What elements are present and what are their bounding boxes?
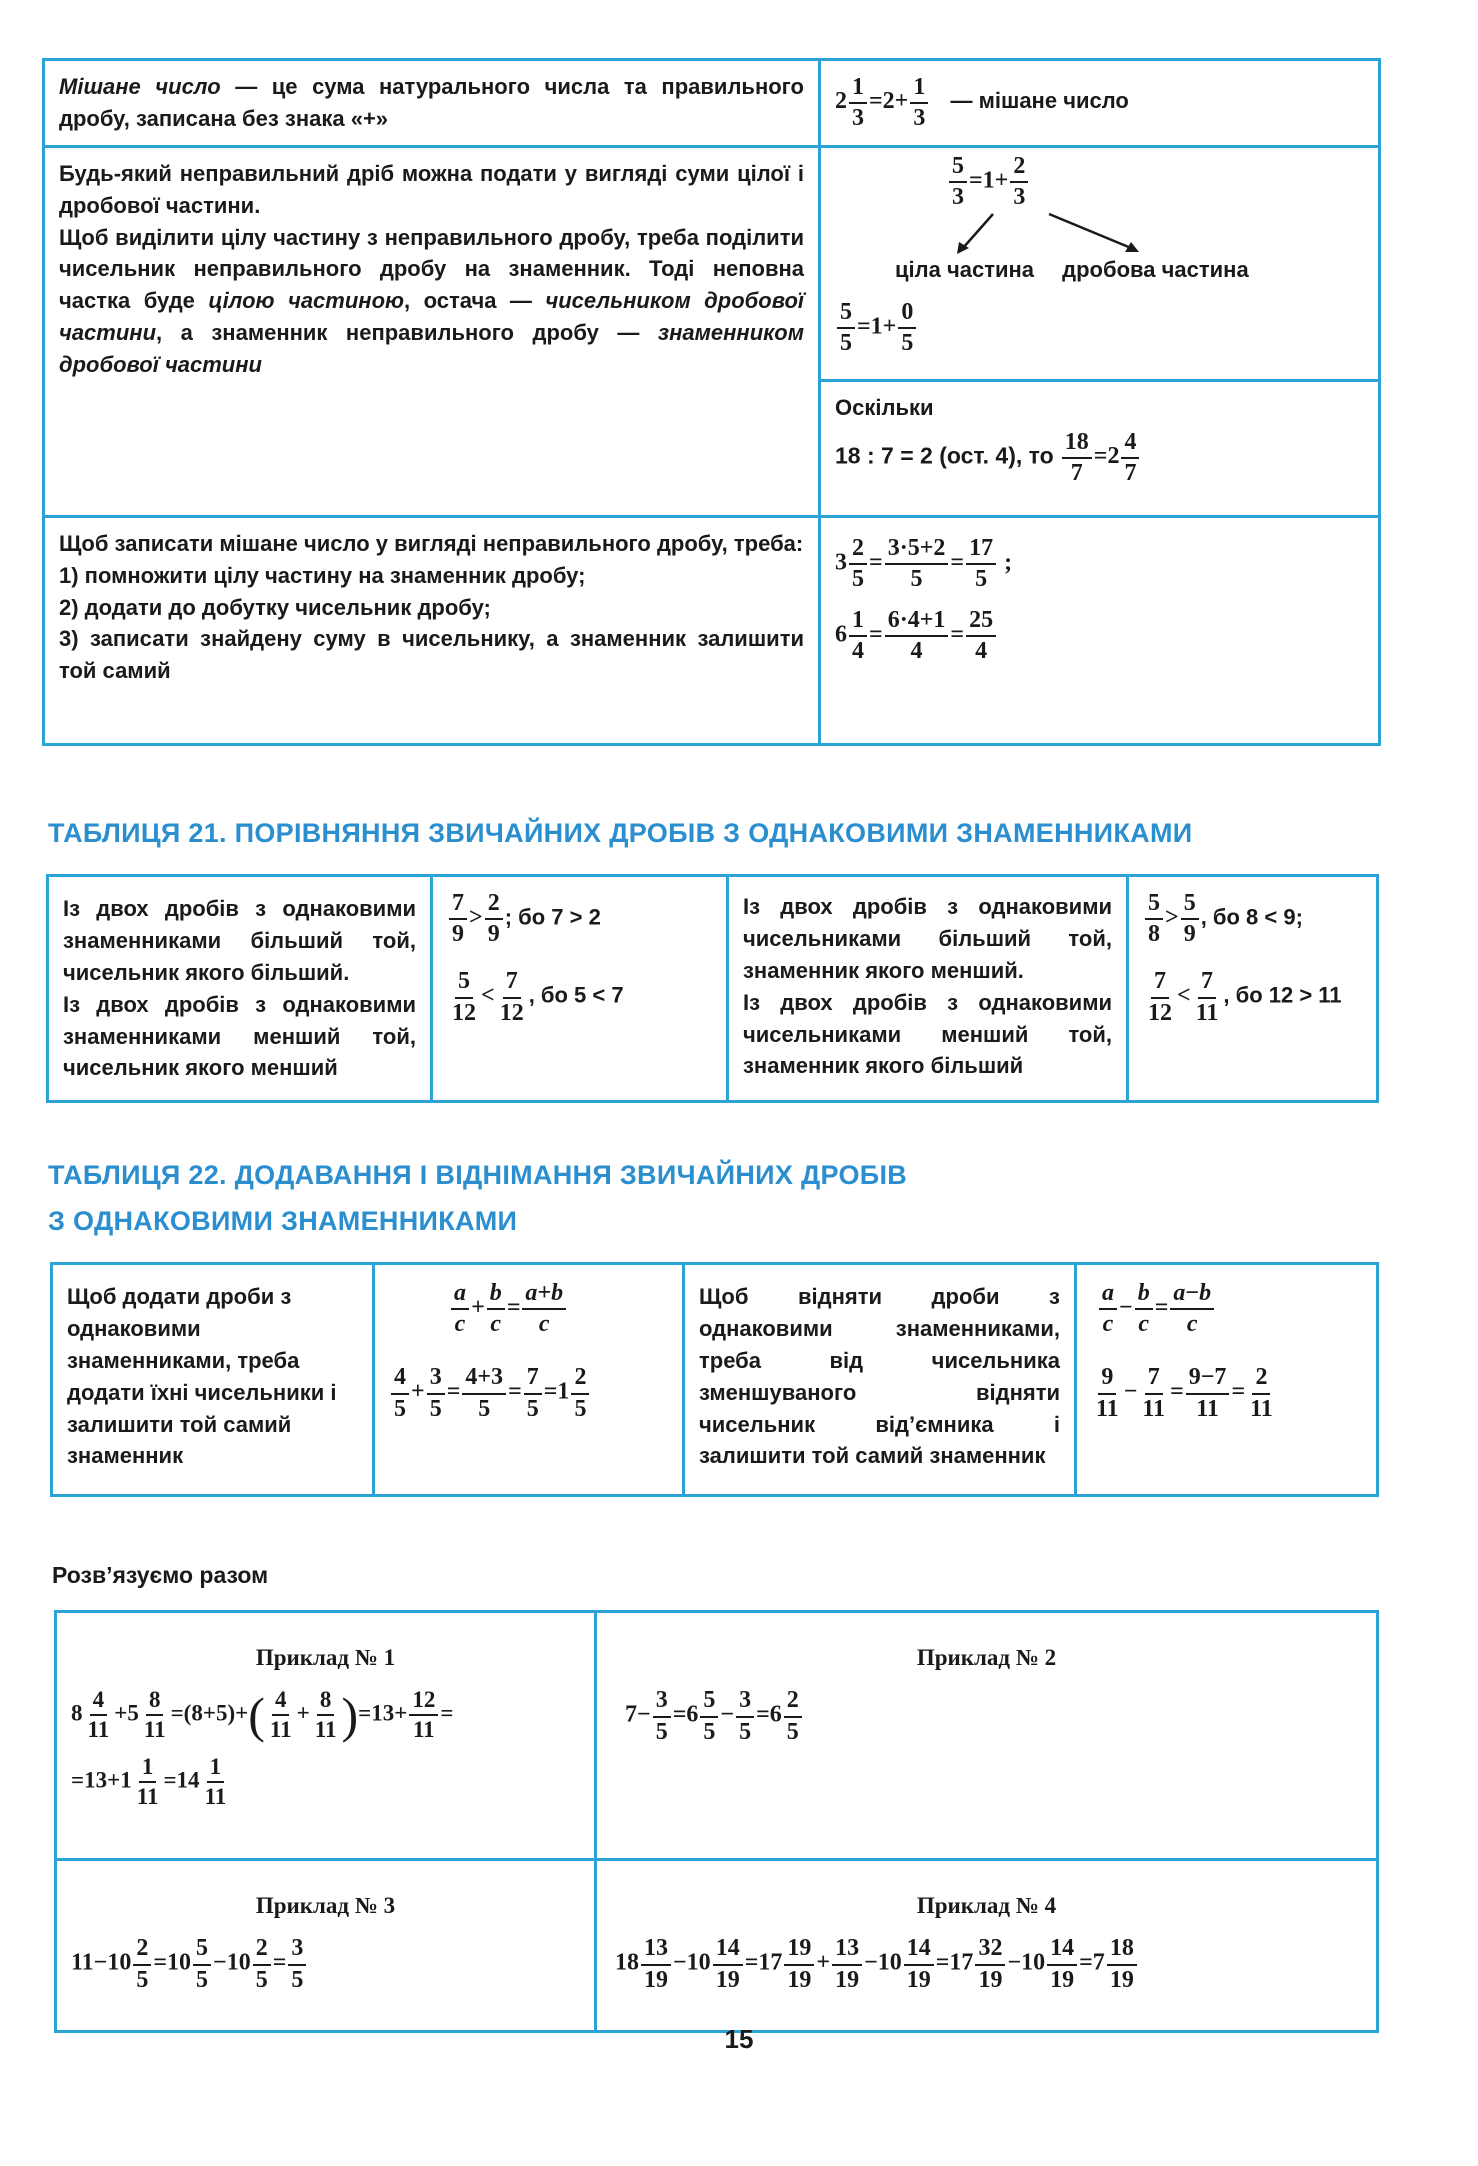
example-1: Приклад № 1 8 $\frac{4}{11}$ +5 $\frac{8}{11}$ =(8+5)+( $\frac{4}{11}$ + $\frac{8}{11}$ )=13+ $\frac{12}{11}$ = =13+1 $\frac{1}{11}$ =14 $\frac{1}{11}$ bbox=[56, 1612, 596, 1860]
whole-part-label: ціла частина bbox=[895, 257, 1035, 283]
table-row bbox=[56, 1860, 1378, 2032]
table21-heading: ТАБЛИЦЯ 21. ПОРІВНЯННЯ ЗВИЧАЙНИХ ДРОБІВ З ОДНАКОВИМИ ЗНАМЕННИКАМИ bbox=[48, 818, 1193, 848]
compare-fractions-table bbox=[46, 874, 1379, 1103]
division-example: Оскільки 18 : 7 = 2 (ост. 4), то $\frac{18}{7}$ =2 $\frac{4}{7}$ bbox=[820, 380, 1380, 516]
whole-part-rule: Будь-який неправильний дріб можна подати у вигляді суми цілої і дробової частини. Щоб виділити цілу частину з неправильного дробу, треба поділити чисельник неправильного дробу на знаменник. Тоді неповна частка буде цілою частиною, остача — чисельником дробової частини, а знаменник неправильного дробу — знаменником дробової частини bbox=[44, 146, 820, 516]
fraction-part-label: дробова частина bbox=[1062, 257, 1249, 283]
table22-heading-line2: З ОДНАКОВИМИ ЗНАМЕННИКАМИ bbox=[48, 1206, 518, 1236]
table-row bbox=[44, 60, 1380, 147]
same-denominator-examples: $\frac{7}{9}$ > $\frac{2}{9}$ ; бо 7 > 2 $\frac{5}{12}$ < $\frac{7}{12}$ , бо 5 < 7 bbox=[432, 876, 728, 1102]
term-mixed-number: Мішане число bbox=[59, 74, 221, 99]
whole-part-example: $\frac{5}{3}$ =1+ $\frac{2}{3}$ ціла частина дробова частина $\frac{5}{5}$ =1+ $\frac{0}{5}$ bbox=[820, 146, 1380, 380]
addition-rule: Щоб додати дроби з однаковими знаменниками, треба додати їхні чисельники і залишити той самий знаменник bbox=[52, 1264, 374, 1496]
example-2-title: Приклад № 2 bbox=[916, 1645, 1057, 1670]
add-subtract-fractions-table bbox=[50, 1262, 1379, 1497]
page-number: 15 bbox=[724, 2024, 754, 2054]
example-3: Приклад № 3 11−10 $\frac{2}{5}$ =10 $\frac{5}{5}$ −10 $\frac{2}{5}$ = $\frac{3}{5}$ bbox=[56, 1860, 596, 2032]
table-row bbox=[44, 146, 1380, 380]
mixed-to-improper-examples: 3 $\frac{2}{5}$ = $\frac{3\cdot 5+2}{5}$ = $\frac{17}{5}$ ; 6 $\frac{1}{4}$ = $\frac{6\cdot 4+1}{4}$ = $\frac{25}{4}$ bbox=[820, 516, 1380, 744]
mixed-number-note: — мішане число bbox=[950, 88, 1129, 114]
same-numerator-rule: Із двох дробів з однаковими чисельниками більший той, знаменник якого менший. Із двох дробів з однаковими чисельниками менший той, знаменник якого більший bbox=[728, 876, 1128, 1102]
example-4: Приклад № 4 18 $\frac{13}{19}$ −10 $\frac{14}{19}$ =17 $\frac{19}{19}$ + $\frac{13}{19}$ −10 $\frac{14}{19}$ =17 $\frac{32}{19}$ −10 $\frac{14}{19}$ =7 $\frac{18}{19}$ bbox=[596, 1860, 1378, 2032]
example-3-title: Приклад № 3 bbox=[255, 1893, 396, 1918]
solve-together-title: Розв’язуємо разом bbox=[52, 1562, 269, 1588]
table-row bbox=[48, 876, 1378, 1102]
table22-heading-line1: ТАБЛИЦЯ 22. ДОДАВАННЯ І ВІДНІМАННЯ ЗВИЧАЙНИХ ДРОБІВ bbox=[48, 1160, 908, 1190]
table-row bbox=[44, 516, 1380, 744]
mixed-number-definition: Мішане число — це сума натурального числа та правильного дробу, записана без знака «+» bbox=[44, 60, 820, 147]
mixed-number-example: 2 $\frac{1}{3}$ =2+ $\frac{1}{3}$ — мішане число bbox=[820, 60, 1380, 147]
mixed-to-improper-rule: Щоб записати мішане число у вигляді неправильного дробу, треба: 1) помножити цілу частину на знаменник дробу; 2) додати до добутку чисельник дробу; 3) записати знайдену суму в чисельнику, а знаменник залишити той самий bbox=[44, 516, 820, 744]
arrows-icon bbox=[835, 210, 1355, 254]
same-denominator-rule: Із двох дробів з однаковими знаменниками більший той, чисельник якого більший. Із двох дробів з однаковими знаменниками менший той, чисельник якого менший bbox=[48, 876, 432, 1102]
examples-table bbox=[54, 1610, 1379, 2033]
subtraction-formulas: $\frac{a}{c}$ − $\frac{b}{c}$ = $\frac{a-b}{c}$ $\frac{9}{11}$ − $\frac{7}{11}$ = $\frac{9-7}{11}$ = $\frac{2}{11}$ bbox=[1076, 1264, 1378, 1496]
subtraction-rule: Щоб відняти дроби з однаковими знаменниками, треба від чисельника зменшуваного відняти чисельник від’ємника і залишити той самий знаменник bbox=[684, 1264, 1076, 1496]
example-2: Приклад № 2 7− $\frac{3}{5}$ =6 $\frac{5}{5}$ − $\frac{3}{5}$ =6 $\frac{2}{5}$ bbox=[596, 1612, 1378, 1860]
table-row bbox=[52, 1264, 1378, 1496]
addition-formulas: $\frac{a}{c}$ + $\frac{b}{c}$ = $\frac{a+b}{c}$ $\frac{4}{5}$ + $\frac{3}{5}$ = $\frac{4+3}{5}$ = $\frac{7}{5}$ =1 $\frac{2}{5}$ bbox=[374, 1264, 684, 1496]
same-numerator-examples: $\frac{5}{8}$ > $\frac{5}{9}$ , бо 8 < 9; $\frac{7}{12}$ < $\frac{7}{11}$ , бо 12 > 11 bbox=[1128, 876, 1378, 1102]
example-1-title: Приклад № 1 bbox=[255, 1645, 396, 1670]
example-4-title: Приклад № 4 bbox=[916, 1893, 1057, 1918]
mixed-number-table bbox=[42, 58, 1381, 746]
table-row bbox=[56, 1612, 1378, 1860]
